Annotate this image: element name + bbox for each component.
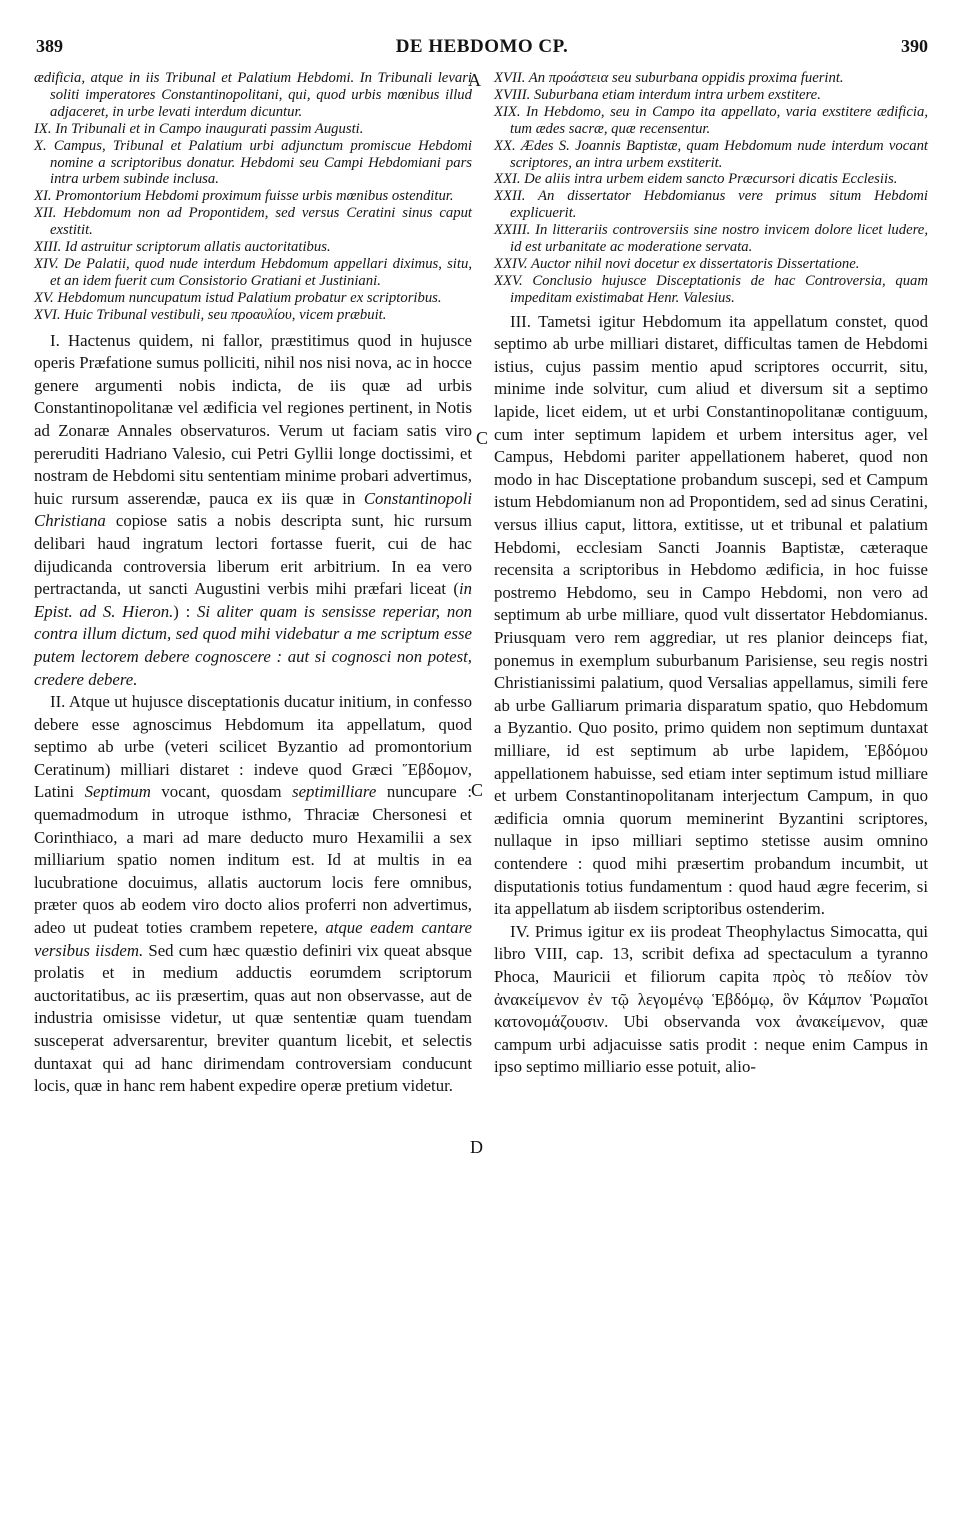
- summary-item: XXIV. Auctor nihil novi docetur ex dissertatoris Dissertatione.: [494, 255, 860, 272]
- page-header: [36, 36, 928, 62]
- paragraph-i: [34, 330, 472, 692]
- summary-item: XX. Ædes S. Joannis Baptistæ, quam Hebdomum nude interdum vocant scriptores, an intra urbem exstiterit.: [494, 137, 928, 171]
- left-column: [34, 70, 472, 1098]
- chapter-summary-left: [34, 70, 472, 324]
- summary-item: ædificia, atque in iis Tribunal et Palatium Hebdomi. In Tribunali levari soliti imperatores Constantinopolitani, qui, quod urbis mœnibus illud adjaceret, in urbe levati interdum dicuntur.: [34, 70, 472, 120]
- summary-item: XXV. Conclusio hujusce Disceptationis de hac Controversia, quam impeditam existimabat Henr. Valesius.: [494, 272, 928, 306]
- margin-marker-a: A: [468, 70, 481, 90]
- paragraph-text: II. Atque ut hujusce disceptationis ducatur initium, in confesso debere esse agnoscimus Hebdomum ita appellatum, quod septimo ab urbe (veteri scilicet Byzantio ad promontorium Ceratinum) milliari distaret : indeve quod Græci Ἕβδομον, Latini: [34, 692, 472, 802]
- summary-item: XIII. Id astruitur scriptorum allatis auctoritatibus.: [34, 239, 331, 256]
- italic-term: Septimum: [84, 782, 151, 802]
- italic-term: septimilliare: [292, 782, 377, 802]
- paragraph-text: vocant, quosdam: [150, 782, 293, 802]
- summary-item: XVI. Huic Tribunal vestibuli, seu προαυλίου, vicem præbuit.: [34, 306, 387, 323]
- citation: in Epist. ad S. Hieron.: [34, 579, 472, 621]
- summary-item: XI. Promontorium Hebdomi proximum fuisse urbis mœnibus ostenditur.: [34, 188, 454, 205]
- page-number-left: 389: [36, 36, 63, 56]
- italic-title: Constantinopoli Christiana: [34, 488, 472, 531]
- summary-item: XVII. An προάστεια seu suburbana oppidis proxima fuerint.: [494, 70, 844, 86]
- summary-item: XII. Hebdomum non ad Propontidem, sed versus Ceratini sinus caput exstitit.: [34, 205, 472, 239]
- quotation: atque eadem cantare versibus iisdem.: [34, 918, 472, 960]
- paragraph-text: ) :: [173, 601, 197, 621]
- summary-item: IX. In Tribunali et in Campo inaugurati passim Augusti.: [34, 120, 364, 137]
- summary-item: XIX. In Hebdomo, seu in Campo ita appellato, varia exstitere ædificia, tum ædes sacræ, quæ recensentur.: [494, 103, 928, 137]
- quotation: Si aliter quam is sensisse reperiar, non contra illum dictum, sed quod mihi videbatur a me scriptum esse putem lectorem debere cognoscere : aut si cognosci non potest, credere debere.: [34, 601, 472, 689]
- paragraph-text: copiose satis a nobis descripta sunt, hic rursum delibari haud ingratum lectori fortasse fuerit, cui de hac dijudicanda controversia liberum erit arbitrium. In ea vero pertractanda, ut sancti Augustini verbis mihi præfari liceat (: [34, 511, 472, 599]
- summary-item: XV. Hebdomum nuncupatum istud Palatium probatur ex scriptoribus.: [34, 289, 442, 306]
- summary-item: XVIII. Suburbana etiam interdum intra urbem exstitere.: [494, 86, 821, 103]
- paragraph-iii: III. Tametsi igitur Hebdomum ita appellatum constet, quod septimo ab urbe milliari distaret, difficultas tamen de Hebdomi istius, cujus passim mentio apud scriptores occurrit, situ, minime inde solvitur, cum aliud et diversum sit a septimo lapide, licet eidem, ut et urbi Constantinopolitanæ contiguum, cum inter septimum lapidem et urbem intersitus ager, vel Campus, Hebdomi pariter appellationem haberet, quod non modo in hac Disceptatione probandum suscepi, sed et Campum istum Hebdomianum non ad Propontidem, sed ad sinus Ceratini, versus illius caput, littora, extitisse, ut et tribunal et palatium Hebdomi, ecclesiam Sancti Joannis Baptistæ, cæteraque recensita a scriptoribus in Hebdomo ædificia, in hoc fuisse postremo Hebdomo, seu in Campo Hebdomi, non vero ad septimum ab urbe milliare, quod vult dissertator Hebdomianus. Priusquam vero rem aggrediar, ut res planior deinceps fiat, ponemus in exemplum suburbanum Parisiense, seu regis nostri Christianissimi palatium, quod Versalias appellamus, simili fere ab urbe Galliarum primaria disparatum spatio, quo Hebdomum a Byzantio. Quo posito, primo quidem non septimum duntaxat milliare, id est septimum ab urbe lapidem, Ἑβδόμου appellationem habuisse, sed etiam inter septimum istud milliare et urbem Constantinopolitanam interjectum Campum, in quo ædificia omnia quorum meminerint Byzantini scriptores, nullaque in ipso milliari septimo stetisse ausim omnino contendere : quod mihi præsertim probandum incumbit, ut disputationis totius fundamentum : quod haud ægre fecerim, si ita appellatum ab iisdem scriptoribus ostenderim.: [494, 311, 928, 919]
- summary-item: XXII. An dissertator Hebdomianus vere primus situm Hebdomi explicuerit.: [494, 188, 928, 222]
- margin-marker-c-middle: C: [471, 780, 484, 800]
- summary-item: XXI. De aliis intra urbem eidem sancto Præcursori dicatis Ecclesiis.: [494, 171, 898, 188]
- paragraph-text: I. Hactenus quidem, ni fallor, præstitimus quod in hujusce operis Præfatione sumus polliciti, nihil nos nisi nova, ac in hocce genere argumenti nobis indicta, de iis quæ ad urbis Constantinopolitanæ vel ædificia vel regiones pertinent, in Notis ad Zonaræ Annales observaturos. Verum ut faciam satis viro pereruditi Hadriano Valesio, cui Petri Gyllii longe doctissimi, et nostram de Hebdomi situ sententiam minime probari advertimus, huic rursum asserendæ, pauca ex iis quæ in: [34, 330, 472, 508]
- paragraph-text: nuncupare : quemadmodum in utroque isthmo, Thraciæ Chersonesi et Corinthiaco, a mari ad mare deducto muro Hexamilii a sex milliarium spatio nomen inditum est. Id at multis in ea lucubratione docuimus, allatis auctorum locis fere omnibus, præter quos ab eodem viro docto alios proferri non advertimus, adeo ut pudeat toties crambem repetere,: [34, 782, 472, 938]
- page-number-right: 390: [901, 36, 928, 56]
- summary-item: XIV. De Palatii, quod nude interdum Hebdomum appellari diximus, situ, et an idem fuerit cum Consistorio Gratiani et Justiniani.: [34, 255, 472, 289]
- summary-item: X. Campus, Tribunal et Palatium urbi adjunctum promiscue Hebdomi nomine a scriptoribus donatur. Hebdomi seu Campi Hebdomiani pars intra urbem subinde inclusa.: [34, 137, 472, 188]
- paragraph-ii: [34, 691, 472, 1098]
- paragraph-text: Sed cum hæc quæstio definiri vix queat absque prolatis et in medium adductis eorumdem scriptorum auctoritatibus, ac iis præsertim, quas aut non observasse, aut de industria omisisse videtur, ut quæ sententiæ quam tuendam susceperat adversarentur, breviter quantum licebit, et selectis duntaxat qui ad hanc dirimendam controversiam conducunt locis, quæ in hanc rem habent expedire operæ pretium videtur.: [34, 940, 473, 1096]
- margin-marker-c-upper: C: [476, 428, 489, 448]
- summary-item: XXIII. In litterariis controversiis sine nostro invicem dolore licet ludere, id est urbanitate ac moderatione servata.: [494, 222, 928, 256]
- running-title: DE HEBDOMO CP.: [395, 36, 569, 57]
- paragraph-iv: IV. Primus igitur ex iis prodeat Theophylactus Simocatta, qui libro VIII, cap. 13, scribit defixa ad spectaculum a tyranno Phoca, Mauricii et filiorum capita πρὸς τὸ πεδίον τὸν ἀνακείμενον ἐν τῷ λεγομένῳ Ἑβδόμῳ, ὃν Κάμπον Ῥωμαῖοι κατονομάζουσιν. Ubi observanda vox ἀνακείμενον, quæ campum urbi adjacuisse satis prodit : neque enim Campus in ipso septimo milliario esse potuit, alio-: [494, 921, 928, 1077]
- margin-marker-d: D: [470, 1137, 483, 1157]
- right-column: [494, 70, 928, 1079]
- chapter-summary-right: [494, 70, 928, 307]
